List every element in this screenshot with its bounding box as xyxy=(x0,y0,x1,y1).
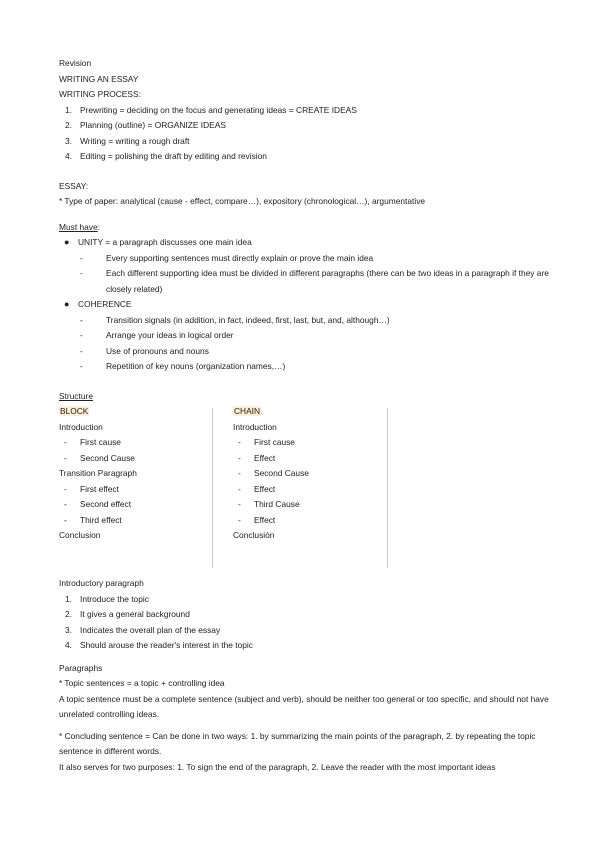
table-row: Transition Paragraph xyxy=(59,468,137,478)
structure-heading: Structure xyxy=(59,390,93,401)
block-column xyxy=(59,404,219,544)
list-item: 1. Introduce the topic xyxy=(65,593,149,604)
unity-points xyxy=(78,251,549,298)
list-item: - Use of pronouns and nouns xyxy=(80,345,209,356)
list-item: 4. Editing = polishing the draft by editing and revision xyxy=(65,151,267,161)
list-item: 4. Should arouse the reader's interest in the topic xyxy=(65,640,253,650)
table-row: Introduction xyxy=(233,421,277,432)
document-title: WRITING AN ESSAY xyxy=(59,73,139,84)
must-have-heading: Must have: xyxy=(59,221,100,232)
table-row: - Effect xyxy=(238,514,276,525)
table-row: - Second Cause xyxy=(238,468,309,478)
list-item: 1. Prewriting = deciding on the focus and generating ideas = CREATE IDEAS xyxy=(65,104,357,115)
list-item-unity: ● UNITY = a paragraph discusses one main idea - Every supporting sentences must directly explain or prove the main idea - Each different supporting idea must be divided in different paragraphs (there can be two ideas in a paragraph if they are closely related) xyxy=(59,235,549,297)
paragraphs-heading: Paragraphs xyxy=(59,662,103,673)
list-item: - Every supporting sentences must directly explain or prove the main idea xyxy=(80,252,374,263)
list-item: 3. Indicates the overall plan of the essay xyxy=(65,624,221,635)
table-row: Introduction xyxy=(59,421,103,432)
table-row: - Second Cause xyxy=(64,452,135,463)
table-row: - Effect xyxy=(238,452,276,463)
chain-column xyxy=(233,404,393,544)
block-title: BLOCK xyxy=(60,406,89,416)
intro-heading: Introductory paragraph xyxy=(59,578,144,588)
concluding-sentence: * Concluding sentence = Can be done in two ways: 1. by summarizing the main points of the paragraph, 2. by repeating the topic sentence in different words. xyxy=(59,730,536,756)
coherence-points xyxy=(78,313,549,375)
purposes-sentence: It also serves for two purposes: 1. To sign the end of the paragraph, 2. Leave the reader with the most important ideas xyxy=(59,761,496,772)
table-row: Conclusion xyxy=(59,530,101,540)
table-row: - Effect xyxy=(238,483,276,494)
essay-heading: ESSAY: xyxy=(59,180,89,191)
table-row: - First effect xyxy=(64,483,119,494)
topic-formula: * Topic sentences = a topic + controlling idea xyxy=(59,678,225,688)
must-have-list xyxy=(59,235,549,375)
list-item: 2. Planning (outline) = ORGANIZE IDEAS xyxy=(65,120,226,130)
list-item: 2. It gives a general background xyxy=(65,609,190,619)
table-row: - Second effect xyxy=(64,499,132,509)
list-item: - Transition signals (in addition, in fact, indeed, first, last, but, and, although…) xyxy=(80,314,390,325)
process-steps-list xyxy=(59,103,549,165)
chain-title: CHAIN xyxy=(234,406,261,416)
list-item: - Each different supporting idea must be divided in different paragraphs (there can be two ideas in a paragraph if they are closely related) xyxy=(80,268,549,294)
revision-label: Revision xyxy=(59,58,92,68)
table-row: Conclusión xyxy=(233,530,275,540)
table-row: - First cause xyxy=(238,437,295,447)
bullet-icon: ● xyxy=(64,237,70,247)
table-row: - Third Cause xyxy=(238,499,300,509)
table-row: - First cause xyxy=(64,437,121,447)
bullet-icon: ● xyxy=(64,299,70,309)
essay-types: * Type of paper: analytical (cause - effect, compare…), expository (chronological…), argumentative xyxy=(59,196,426,206)
topic-description: A topic sentence must be a complete sentence (subject and verb), should be neither too general or too specific, and should not have unrelated controlling ideas. xyxy=(59,693,549,719)
table-row: - Third effect xyxy=(64,514,122,525)
structure-table xyxy=(59,404,549,572)
list-item: - Repetition of key nouns (organization names,…) xyxy=(80,361,286,371)
list-item: - Arrange your ideas in logical order xyxy=(80,330,234,340)
process-heading: WRITING PROCESS: xyxy=(59,89,141,99)
list-item: 3. Writing = writing a rough draft xyxy=(65,135,190,146)
intro-steps-list xyxy=(59,592,549,654)
document-page xyxy=(59,56,549,775)
list-item-coherence: ● COHERENCE - Transition signals (in addition, in fact, indeed, first, last, but, and, although…) - Arrange your ideas in logical order - Use of pronouns and nouns - Repetition of key nouns (organization names,…) xyxy=(59,297,549,375)
